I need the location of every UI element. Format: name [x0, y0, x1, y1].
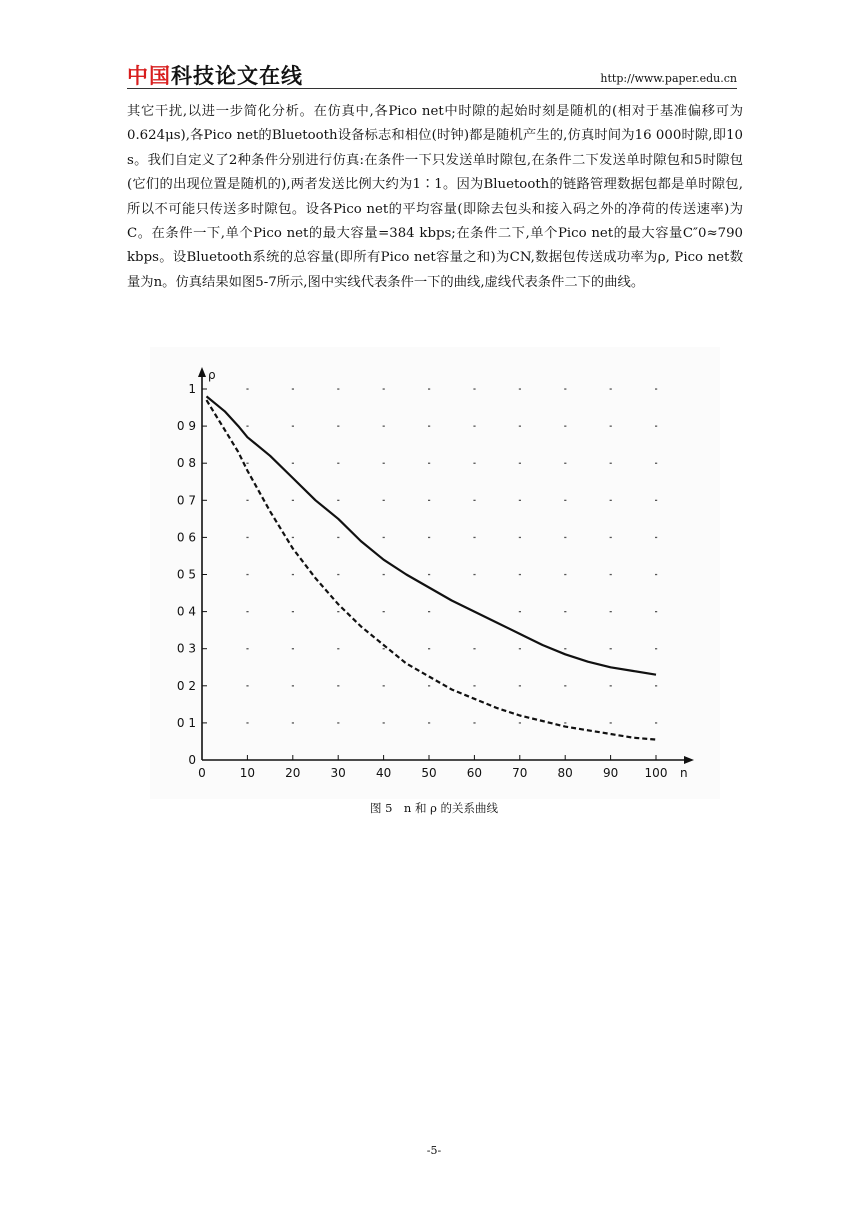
x-tick-label: 20: [285, 766, 301, 780]
x-tick-label: 0: [198, 766, 206, 780]
grid-dot: [519, 648, 521, 649]
grid-dot: [428, 722, 430, 723]
grid-dot: [519, 722, 521, 723]
y-axis-label: ρ: [208, 368, 216, 382]
grid-dot: [655, 463, 657, 464]
x-tick-label: 50: [421, 766, 437, 780]
grid-dot: [428, 648, 430, 649]
grid-dot: [292, 463, 294, 464]
x-tick-label: 80: [557, 766, 573, 780]
grid-dot: [655, 648, 657, 649]
logo-black-text: 科技论文在线: [171, 64, 303, 88]
grid-dot: [473, 574, 475, 575]
grid-dot: [564, 388, 566, 389]
grid-dot: [383, 463, 385, 464]
grid-dot: [292, 574, 294, 575]
grid-dot: [473, 388, 475, 389]
grid-dot: [428, 463, 430, 464]
header-url[interactable]: http://www.paper.edu.cn: [600, 72, 737, 85]
y-tick-label: 0 3: [176, 641, 196, 656]
grid-dot: [428, 500, 430, 501]
grid-dot: [428, 685, 430, 686]
paragraph: 其它干扰,以进一步简化分析。在仿真中,各Pico net中时隙的起始时刻是随机的(相对于基准偏移可为0.624μs),各Pico net的Bluetooth设备标志和相位(时钟)都是随机产生的,仿真时间为16 000时隙,即10 s。我们自定义了2种条件分别进行仿真:在条件一下只发送单时隙包,在条件二下发送单时隙包和5时隙包(它们的出现位置是随机的),两者发送比例大约为1∶1。因为Bluetooth的链路管理数据包都是单时隙包,所以不可能只传送多时隙包。设各Pico net的平均容量(即除去包头和接入码之外的净荷的传送速率)为C。在条件一下,单个Pico net的最大容量=384 kbps;在条件二下,单个Pico net的最大容量C″0≈790 kbps。设Bluetooth系统的总容量(即所有Pico net容量之和)为CN,数据包传送成功率为ρ, Pico net数量为n。仿真结果如图5-7所示,图中实线代表条件一下的曲线,虚线代表条件二下的曲线。: [127, 104, 743, 290]
grid-dot: [564, 722, 566, 723]
grid-dot: [246, 574, 248, 575]
grid-dot: [519, 611, 521, 612]
x-tick-label: 70: [512, 766, 528, 780]
solid-series-line: [207, 396, 657, 674]
grid-dot: [473, 537, 475, 538]
grid-dot: [610, 722, 612, 723]
grid-dot: [564, 463, 566, 464]
grid-dot: [473, 463, 475, 464]
grid-dot: [292, 611, 294, 612]
grid-dot: [246, 648, 248, 649]
grid-dot: [655, 611, 657, 612]
y-tick-label: 0 1: [176, 715, 196, 730]
grid-dot: [428, 574, 430, 575]
grid-dot: [292, 648, 294, 649]
grid-dot: [246, 537, 248, 538]
y-tick-label: 0 7: [176, 493, 196, 508]
grid-dot: [655, 537, 657, 538]
x-tick-label: 60: [466, 766, 483, 780]
grid-dot: [564, 426, 566, 427]
grid-dot: [292, 685, 294, 686]
grid-dot: [655, 685, 657, 686]
y-axis-arrow: [198, 367, 206, 377]
body-text: [127, 100, 743, 295]
grid-dot: [337, 388, 339, 389]
grid-dot: [610, 426, 612, 427]
grid-dot: [564, 537, 566, 538]
grid-dot: [564, 648, 566, 649]
y-tick-label: 0 8: [176, 456, 196, 471]
grid-dot: [383, 388, 385, 389]
grid-dot: [246, 463, 248, 464]
grid-dot: [383, 426, 385, 427]
grid-dot: [473, 722, 475, 723]
logo-red-text: 中国: [127, 64, 171, 88]
grid-dot: [337, 648, 339, 649]
grid-dot: [428, 537, 430, 538]
grid-dot: [519, 685, 521, 686]
x-tick-label: 100: [644, 766, 668, 780]
x-axis-label: n: [680, 766, 688, 780]
grid-dot: [337, 500, 339, 501]
header-divider: [127, 88, 737, 89]
grid-dot: [383, 685, 385, 686]
grid-dot: [337, 685, 339, 686]
grid-dot: [610, 685, 612, 686]
figure-caption: 图 5 n 和 ρ 的关系曲线: [369, 801, 499, 815]
grid-dot: [519, 426, 521, 427]
dashed-series-line: [207, 400, 657, 739]
grid-dot: [519, 500, 521, 501]
grid-dot: [655, 426, 657, 427]
grid-dot: [610, 463, 612, 464]
grid-dot: [383, 537, 385, 538]
x-tick-label: 40: [375, 766, 392, 780]
grid-dot: [383, 574, 385, 575]
grid-dot: [292, 426, 294, 427]
grid-dot: [610, 537, 612, 538]
grid-dot: [473, 685, 475, 686]
grid-dot: [610, 611, 612, 612]
x-tick-label: 10: [239, 766, 256, 780]
figure: [150, 347, 720, 799]
grid-dot: [292, 388, 294, 389]
grid-dot: [655, 388, 657, 389]
grid-dot: [292, 722, 294, 723]
grid-dot: [292, 537, 294, 538]
grid-dot: [655, 500, 657, 501]
grid-dot: [246, 426, 248, 427]
grid-dot: [655, 722, 657, 723]
grid-dot: [246, 685, 248, 686]
grid-dot: [473, 426, 475, 427]
grid-dot: [292, 500, 294, 501]
grid-dot: [519, 574, 521, 575]
y-tick-label: 0 5: [176, 567, 196, 582]
grid-dot: [337, 463, 339, 464]
grid-dot: [473, 648, 475, 649]
grid-dot: [610, 648, 612, 649]
grid-dot: [428, 611, 430, 612]
grid-dot: [246, 611, 248, 612]
y-tick-label: 0: [188, 753, 196, 767]
page-number: -5-: [426, 1144, 442, 1157]
grid-dot: [473, 500, 475, 501]
grid-dot: [383, 648, 385, 649]
grid-dot: [383, 500, 385, 501]
grid-dot: [519, 463, 521, 464]
grid-dot: [428, 426, 430, 427]
grid-dot: [610, 500, 612, 501]
grid-dot: [337, 537, 339, 538]
line-chart: [150, 347, 720, 799]
grid-dot: [383, 722, 385, 723]
grid-dot: [610, 388, 612, 389]
grid-dot: [564, 574, 566, 575]
grid-dot: [564, 611, 566, 612]
grid-dot: [428, 388, 430, 389]
y-tick-label: 0 2: [176, 678, 196, 693]
grid-dot: [519, 537, 521, 538]
grid-dot: [246, 500, 248, 501]
grid-dot: [337, 722, 339, 723]
grid-dot: [564, 685, 566, 686]
grid-dot: [564, 500, 566, 501]
y-tick-label: 0 9: [176, 419, 196, 434]
grid-dot: [246, 722, 248, 723]
y-tick-label: 0 6: [176, 530, 196, 545]
grid-dot: [519, 388, 521, 389]
x-axis-arrow: [684, 756, 694, 764]
grid-dot: [337, 611, 339, 612]
grid-dot: [246, 388, 248, 389]
x-tick-label: 90: [602, 766, 619, 780]
grid-dot: [337, 574, 339, 575]
grid-dot: [337, 426, 339, 427]
grid-dot: [655, 574, 657, 575]
y-tick-label: 0 4: [176, 604, 196, 619]
grid-dot: [383, 611, 385, 612]
grid-dot: [610, 574, 612, 575]
x-tick-label: 30: [330, 766, 346, 780]
journal-logo: [127, 60, 303, 90]
y-tick-label: 1: [188, 382, 196, 396]
